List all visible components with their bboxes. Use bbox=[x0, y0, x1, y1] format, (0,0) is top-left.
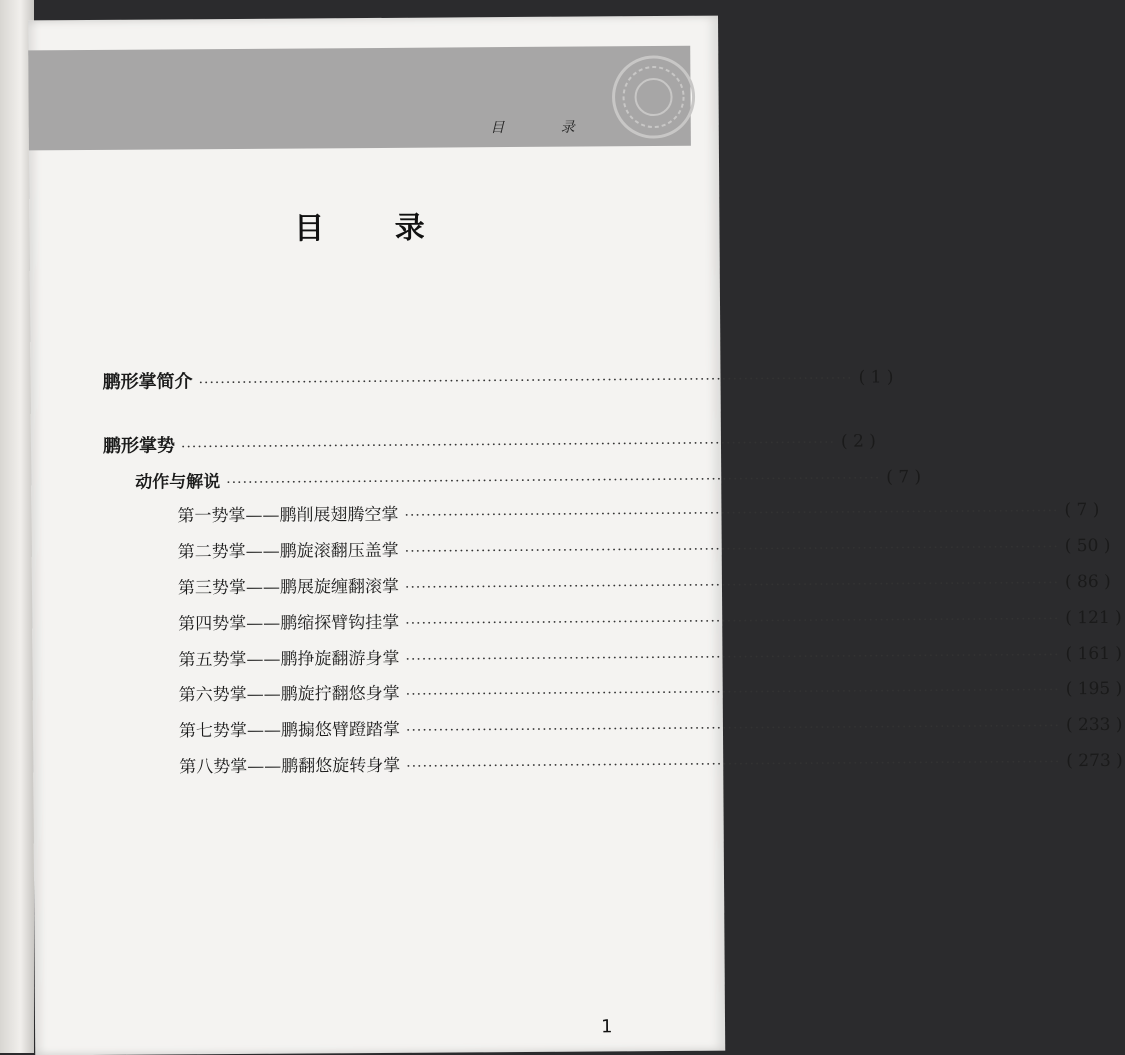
toc-entry bbox=[177, 534, 1111, 563]
toc-entry-page: ( 2 ) bbox=[840, 431, 876, 452]
dot-leader: ························································································································ bbox=[404, 575, 1060, 596]
toc-entry-page: ( 50 ) bbox=[1064, 535, 1111, 557]
toc-entry bbox=[178, 713, 1123, 742]
toc-entry-label: 第二势掌——鹏旋滚翻压盖掌 bbox=[177, 540, 399, 563]
dot-leader: ························································································································ bbox=[180, 434, 836, 456]
dot-leader: ························································································································ bbox=[405, 611, 1060, 632]
toc-entry-label: 第七势掌——鹏搧悠臂蹬踏掌 bbox=[178, 719, 401, 742]
toc-entry bbox=[178, 606, 1122, 635]
toc-entry-page: ( 7 ) bbox=[1064, 499, 1100, 521]
toc-entry-label: 鹏形掌简介 bbox=[102, 371, 193, 393]
toc-entry bbox=[177, 570, 1111, 599]
toc-entry-page: ( 195 ) bbox=[1065, 678, 1123, 700]
book-page bbox=[28, 16, 1123, 1055]
dot-leader: ························································································································ bbox=[405, 718, 1061, 739]
ornament-icon bbox=[608, 52, 699, 143]
dot-leader: ························································································································ bbox=[226, 470, 881, 492]
page-title: 目 录 bbox=[294, 210, 455, 247]
dot-leader: ························································································································ bbox=[404, 539, 1059, 560]
running-head: 目 录 bbox=[490, 119, 601, 137]
toc-entry-label: 鹏形掌势 bbox=[102, 435, 176, 457]
toc-entry-label: 第三势掌——鹏展旋缠翻滚掌 bbox=[177, 576, 400, 599]
toc-entry-label: 第八势掌——鹏翻悠旋转身掌 bbox=[179, 755, 401, 778]
toc-entry-label: 第一势掌——鹏削展翅腾空掌 bbox=[177, 504, 399, 527]
toc-entry bbox=[177, 498, 1100, 527]
toc-entry-page: ( 1 ) bbox=[858, 367, 894, 388]
toc-entry-label: 第六势掌——鹏旋拧翻悠身掌 bbox=[178, 683, 400, 706]
toc-entry bbox=[178, 642, 1123, 671]
toc-entry-page: ( 161 ) bbox=[1065, 643, 1123, 665]
page-number: 1 bbox=[600, 1016, 613, 1038]
toc-entry-page: ( 86 ) bbox=[1064, 571, 1111, 593]
toc-entry-label: 第四势掌——鹏缩探臂钩挂掌 bbox=[178, 612, 400, 635]
toc-entry bbox=[135, 464, 922, 493]
toc-entry-page: ( 233 ) bbox=[1065, 714, 1123, 736]
dot-leader: ························································································································ bbox=[404, 503, 1059, 524]
toc-entry-label: 第五势掌——鹏挣旋翻游身掌 bbox=[178, 648, 400, 671]
toc-entry-page: ( 7 ) bbox=[886, 467, 922, 488]
toc-entry-page: ( 273 ) bbox=[1066, 750, 1123, 772]
toc-entry bbox=[178, 677, 1123, 706]
toc-entry-label: 动作与解说 bbox=[135, 472, 221, 493]
dot-leader: ························································································································ bbox=[198, 370, 853, 392]
dot-leader: ························································································································ bbox=[405, 682, 1060, 703]
toc-entry bbox=[179, 749, 1123, 778]
toc-entry bbox=[102, 428, 876, 457]
dot-leader: ························································································································ bbox=[406, 754, 1061, 775]
dot-leader: ························································································································ bbox=[405, 647, 1060, 668]
toc-entry bbox=[102, 364, 894, 393]
toc-entry-page: ( 121 ) bbox=[1065, 607, 1122, 629]
